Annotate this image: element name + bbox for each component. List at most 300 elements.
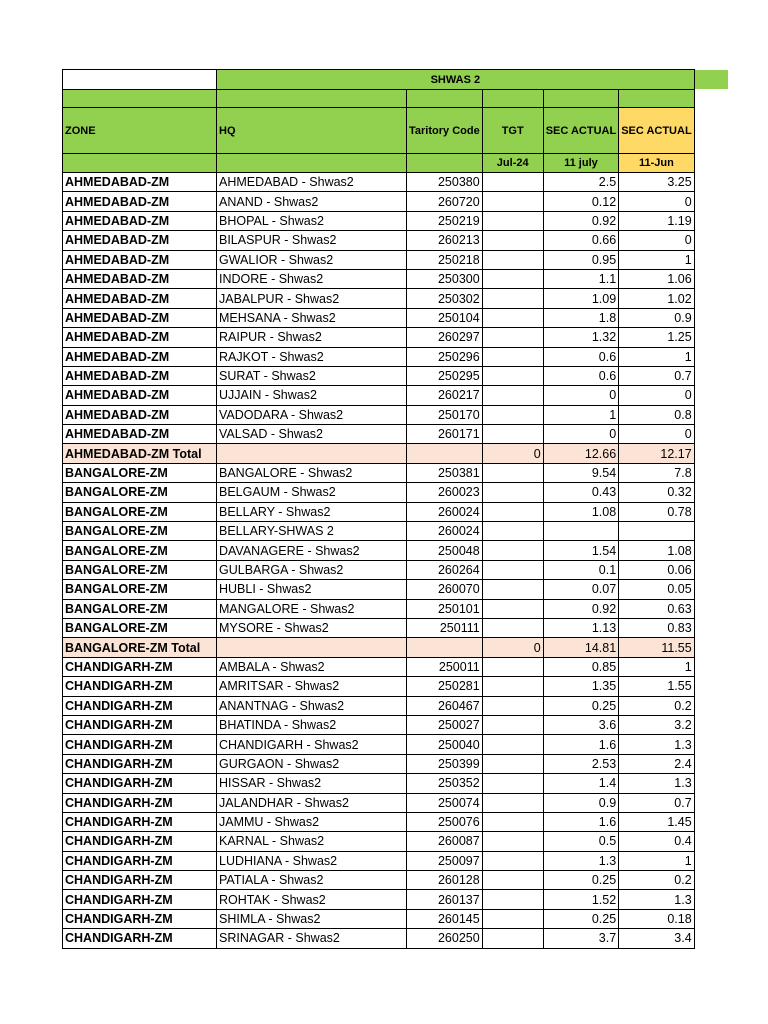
territory-code-cell[interactable]: 250111 xyxy=(407,618,483,637)
sec-actual-july-cell[interactable]: 1.1 xyxy=(543,269,618,288)
sec-actual-june-cell[interactable]: 12.17 xyxy=(619,444,694,463)
sec-actual-july-cell[interactable]: 0.92 xyxy=(543,211,618,230)
sec-actual-june-cell[interactable]: 0.78 xyxy=(619,502,694,521)
tgt-cell[interactable] xyxy=(482,677,543,696)
territory-code-cell[interactable]: 260137 xyxy=(407,890,483,909)
sec-actual-july-cell[interactable]: 1.09 xyxy=(543,289,618,308)
tgt-cell[interactable] xyxy=(482,522,543,541)
tgt-cell[interactable] xyxy=(482,483,543,502)
tgt-cell[interactable] xyxy=(482,250,543,269)
tgt-cell[interactable] xyxy=(482,366,543,385)
zone-cell[interactable]: CHANDIGARH-ZM xyxy=(63,735,217,754)
table-row xyxy=(63,541,695,560)
sec-actual-july-cell[interactable]: 1 xyxy=(543,405,618,424)
sec-actual-july-cell[interactable]: 2.53 xyxy=(543,754,618,773)
sec-actual-july-cell[interactable]: 0.6 xyxy=(543,366,618,385)
territory-code-cell[interactable]: 250076 xyxy=(407,812,483,831)
subheader-blank-cell[interactable] xyxy=(63,154,217,173)
zone-sales-table xyxy=(62,69,695,949)
territory-code-cell[interactable]: 260720 xyxy=(407,192,483,211)
zone-cell[interactable]: BANGALORE-ZM xyxy=(63,541,217,560)
sec-actual-july-cell[interactable]: 1.08 xyxy=(543,502,618,521)
territory-code-cell[interactable]: 260145 xyxy=(407,909,483,928)
sec-actual-june-cell[interactable]: 1.25 xyxy=(619,328,694,347)
table-row xyxy=(63,735,695,754)
territory-code-cell[interactable]: 250296 xyxy=(407,347,483,366)
zone-cell[interactable]: CHANDIGARH-ZM xyxy=(63,793,217,812)
hq-cell[interactable]: DAVANAGERE - Shwas2 xyxy=(217,541,407,560)
hq-cell[interactable]: JAMMU - Shwas2 xyxy=(217,812,407,831)
table-row xyxy=(63,677,695,696)
territory-code-cell[interactable]: 250352 xyxy=(407,774,483,793)
zone-cell[interactable]: CHANDIGARH-ZM xyxy=(63,812,217,831)
tgt-cell[interactable] xyxy=(482,347,543,366)
sec-actual-june-cell[interactable]: 0.2 xyxy=(619,871,694,890)
tgt-cell[interactable] xyxy=(482,269,543,288)
sec-actual-june-cell[interactable]: 0.8 xyxy=(619,405,694,424)
sec-actual-july-cell[interactable]: 9.54 xyxy=(543,463,618,482)
hq-cell[interactable]: HISSAR - Shwas2 xyxy=(217,774,407,793)
col-header-sec-actual-july[interactable]: SEC ACTUAL xyxy=(543,108,618,154)
table-row xyxy=(63,502,695,521)
sec-actual-june-cell[interactable]: 0 xyxy=(619,425,694,444)
sec-actual-july-cell[interactable]: 1.13 xyxy=(543,618,618,637)
hq-cell[interactable]: JALANDHAR - Shwas2 xyxy=(217,793,407,812)
table-row xyxy=(63,871,695,890)
sec-actual-june-cell[interactable]: 1.45 xyxy=(619,812,694,831)
tgt-cell[interactable] xyxy=(482,754,543,773)
territory-code-cell[interactable] xyxy=(407,638,483,657)
territory-code-cell[interactable]: 260023 xyxy=(407,483,483,502)
zone-cell[interactable]: AHMEDABAD-ZM xyxy=(63,211,217,230)
territory-code-cell[interactable]: 260250 xyxy=(407,929,483,948)
col-header-territory-code[interactable]: Taritory Code xyxy=(407,108,483,154)
header-spacer-cell[interactable] xyxy=(619,90,694,108)
hq-cell[interactable]: ANAND - Shwas2 xyxy=(217,192,407,211)
hq-cell[interactable]: ROHTAK - Shwas2 xyxy=(217,890,407,909)
tgt-cell[interactable] xyxy=(482,735,543,754)
territory-code-cell[interactable]: 260467 xyxy=(407,696,483,715)
sec-actual-june-cell[interactable]: 2.4 xyxy=(619,754,694,773)
sec-actual-june-cell[interactable]: 0.7 xyxy=(619,793,694,812)
sec-actual-june-cell[interactable]: 7.8 xyxy=(619,463,694,482)
hq-cell[interactable]: GULBARGA - Shwas2 xyxy=(217,560,407,579)
sec-actual-july-cell[interactable]: 12.66 xyxy=(543,444,618,463)
territory-code-cell[interactable]: 250295 xyxy=(407,366,483,385)
sec-actual-june-cell[interactable]: 1.3 xyxy=(619,735,694,754)
zone-cell[interactable]: BANGALORE-ZM Total xyxy=(63,638,217,657)
territory-code-cell[interactable]: 250381 xyxy=(407,463,483,482)
hq-cell[interactable]: BILASPUR - Shwas2 xyxy=(217,231,407,250)
sec-actual-july-cell[interactable]: 1.8 xyxy=(543,308,618,327)
hq-cell[interactable]: MYSORE - Shwas2 xyxy=(217,618,407,637)
zone-cell[interactable]: BANGALORE-ZM xyxy=(63,560,217,579)
subheader-tgt-period[interactable]: Jul-24 xyxy=(482,154,543,173)
header-spacer-cell[interactable] xyxy=(217,90,407,108)
sec-actual-june-cell[interactable]: 3.2 xyxy=(619,715,694,734)
territory-code-cell[interactable]: 250380 xyxy=(407,173,483,192)
zone-cell[interactable]: AHMEDABAD-ZM xyxy=(63,192,217,211)
hq-cell[interactable]: SHIMLA - Shwas2 xyxy=(217,909,407,928)
hq-cell[interactable]: AMBALA - Shwas2 xyxy=(217,657,407,676)
territory-code-cell[interactable]: 260264 xyxy=(407,560,483,579)
sec-actual-july-cell[interactable]: 1.6 xyxy=(543,735,618,754)
zone-total-row xyxy=(63,638,695,657)
sec-actual-july-cell[interactable]: 0.1 xyxy=(543,560,618,579)
territory-code-cell[interactable]: 260087 xyxy=(407,832,483,851)
sec-actual-july-cell[interactable]: 1.6 xyxy=(543,812,618,831)
sec-actual-june-cell[interactable]: 1.3 xyxy=(619,890,694,909)
sec-actual-june-cell[interactable]: 1.55 xyxy=(619,677,694,696)
zone-cell[interactable]: CHANDIGARH-ZM xyxy=(63,890,217,909)
table-row xyxy=(63,832,695,851)
sec-actual-july-cell[interactable] xyxy=(543,522,618,541)
tgt-cell[interactable] xyxy=(482,909,543,928)
table-row xyxy=(63,522,695,541)
table-row xyxy=(63,715,695,734)
territory-code-cell[interactable]: 260297 xyxy=(407,328,483,347)
subheader-blank-cell[interactable] xyxy=(217,154,407,173)
territory-code-cell[interactable]: 260217 xyxy=(407,386,483,405)
tgt-cell[interactable] xyxy=(482,929,543,948)
zone-cell[interactable]: BANGALORE-ZM xyxy=(63,580,217,599)
zone-cell[interactable]: CHANDIGARH-ZM xyxy=(63,774,217,793)
hq-cell[interactable]: SURAT - Shwas2 xyxy=(217,366,407,385)
hq-cell[interactable]: BELLARY-SHWAS 2 xyxy=(217,522,407,541)
hq-cell[interactable]: MANGALORE - Shwas2 xyxy=(217,599,407,618)
tgt-cell[interactable] xyxy=(482,289,543,308)
territory-code-cell[interactable]: 250300 xyxy=(407,269,483,288)
territory-code-cell[interactable]: 250074 xyxy=(407,793,483,812)
tgt-cell[interactable] xyxy=(482,618,543,637)
zone-cell[interactable]: AHMEDABAD-ZM xyxy=(63,173,217,192)
territory-code-cell[interactable]: 250101 xyxy=(407,599,483,618)
zone-cell[interactable]: AHMEDABAD-ZM xyxy=(63,308,217,327)
sec-actual-july-cell[interactable]: 1.3 xyxy=(543,851,618,870)
hq-cell[interactable] xyxy=(217,444,407,463)
territory-code-cell[interactable]: 250104 xyxy=(407,308,483,327)
sec-actual-june-cell[interactable]: 11.55 xyxy=(619,638,694,657)
sec-actual-june-cell[interactable]: 0.7 xyxy=(619,366,694,385)
table-row xyxy=(63,599,695,618)
zone-cell[interactable]: AHMEDABAD-ZM xyxy=(63,269,217,288)
sec-actual-june-cell[interactable]: 1 xyxy=(619,851,694,870)
zone-cell[interactable]: AHMEDABAD-ZM xyxy=(63,386,217,405)
table-row xyxy=(63,386,695,405)
sec-actual-june-cell[interactable]: 1.3 xyxy=(619,774,694,793)
title-row xyxy=(63,70,695,90)
table-row xyxy=(63,754,695,773)
tgt-cell[interactable] xyxy=(482,173,543,192)
tgt-cell[interactable] xyxy=(482,599,543,618)
zone-cell[interactable]: CHANDIGARH-ZM xyxy=(63,929,217,948)
title-blank-cell[interactable] xyxy=(63,70,217,90)
sec-actual-july-cell[interactable]: 0.25 xyxy=(543,909,618,928)
hq-cell[interactable]: VADODARA - Shwas2 xyxy=(217,405,407,424)
hq-cell[interactable]: VALSAD - Shwas2 xyxy=(217,425,407,444)
tgt-cell[interactable] xyxy=(482,211,543,230)
hq-cell[interactable]: ANANTNAG - Shwas2 xyxy=(217,696,407,715)
tgt-cell[interactable] xyxy=(482,231,543,250)
table-row xyxy=(63,250,695,269)
zone-cell[interactable]: CHANDIGARH-ZM xyxy=(63,715,217,734)
hq-cell[interactable]: SRINAGAR - Shwas2 xyxy=(217,929,407,948)
table-row xyxy=(63,347,695,366)
hq-cell[interactable]: AMRITSAR - Shwas2 xyxy=(217,677,407,696)
territory-code-cell[interactable]: 250218 xyxy=(407,250,483,269)
territory-code-cell[interactable]: 260024 xyxy=(407,502,483,521)
table-row xyxy=(63,192,695,211)
sec-actual-july-cell[interactable]: 1.32 xyxy=(543,328,618,347)
hq-cell[interactable]: GURGAON - Shwas2 xyxy=(217,754,407,773)
zone-cell[interactable]: CHANDIGARH-ZM xyxy=(63,696,217,715)
hq-cell[interactable]: LUDHIANA - Shwas2 xyxy=(217,851,407,870)
hq-cell[interactable]: BHATINDA - Shwas2 xyxy=(217,715,407,734)
sec-actual-june-cell[interactable]: 0 xyxy=(619,386,694,405)
tgt-cell[interactable] xyxy=(482,541,543,560)
tgt-cell[interactable] xyxy=(482,696,543,715)
sec-actual-july-cell[interactable]: 0.9 xyxy=(543,793,618,812)
table-row xyxy=(63,929,695,948)
territory-code-cell[interactable]: 260213 xyxy=(407,231,483,250)
zone-cell[interactable]: BANGALORE-ZM xyxy=(63,502,217,521)
subheader-sec-actual-july-date[interactable]: 11 july xyxy=(543,154,618,173)
table-row xyxy=(63,269,695,288)
zone-cell[interactable]: CHANDIGARH-ZM xyxy=(63,832,217,851)
hq-cell[interactable]: BELLARY - Shwas2 xyxy=(217,502,407,521)
tgt-cell[interactable] xyxy=(482,871,543,890)
sec-actual-july-cell[interactable]: 1.35 xyxy=(543,677,618,696)
sec-actual-june-cell[interactable]: 0.06 xyxy=(619,560,694,579)
tgt-cell[interactable] xyxy=(482,386,543,405)
tgt-cell[interactable] xyxy=(482,774,543,793)
territory-code-cell[interactable]: 250399 xyxy=(407,754,483,773)
territory-code-cell[interactable]: 250097 xyxy=(407,851,483,870)
tgt-cell[interactable] xyxy=(482,793,543,812)
table-row xyxy=(63,211,695,230)
table-row xyxy=(63,483,695,502)
sec-actual-june-cell[interactable]: 3.4 xyxy=(619,929,694,948)
tgt-cell[interactable] xyxy=(482,812,543,831)
tgt-cell[interactable] xyxy=(482,832,543,851)
zone-cell[interactable]: CHANDIGARH-ZM xyxy=(63,909,217,928)
table-row xyxy=(63,909,695,928)
zone-cell[interactable]: CHANDIGARH-ZM xyxy=(63,851,217,870)
tgt-cell[interactable] xyxy=(482,192,543,211)
col-header-sec-actual-june[interactable]: SEC ACTUAL xyxy=(619,108,694,154)
table-row xyxy=(63,328,695,347)
sec-actual-june-cell[interactable] xyxy=(619,522,694,541)
header-spacer-cell[interactable] xyxy=(63,90,217,108)
sec-actual-july-cell[interactable]: 1.52 xyxy=(543,890,618,909)
sec-actual-july-cell[interactable]: 1.54 xyxy=(543,541,618,560)
sec-actual-june-cell[interactable]: 0.18 xyxy=(619,909,694,928)
zone-cell[interactable]: AHMEDABAD-ZM xyxy=(63,425,217,444)
header-spacer-row xyxy=(63,90,695,108)
hq-cell[interactable] xyxy=(217,638,407,657)
zone-total-row xyxy=(63,444,695,463)
hq-cell[interactable]: RAIPUR - Shwas2 xyxy=(217,328,407,347)
sec-actual-july-cell[interactable]: 0.95 xyxy=(543,250,618,269)
zone-cell[interactable]: CHANDIGARH-ZM xyxy=(63,871,217,890)
sec-actual-july-cell[interactable]: 0.43 xyxy=(543,483,618,502)
tgt-cell[interactable] xyxy=(482,328,543,347)
sec-actual-july-cell[interactable]: 0.6 xyxy=(543,347,618,366)
sec-actual-june-cell[interactable]: 1 xyxy=(619,347,694,366)
hq-cell[interactable]: CHANDIGARH - Shwas2 xyxy=(217,735,407,754)
sec-actual-july-cell[interactable]: 14.81 xyxy=(543,638,618,657)
sec-actual-july-cell[interactable]: 0 xyxy=(543,386,618,405)
sec-actual-july-cell[interactable]: 0.92 xyxy=(543,599,618,618)
sec-actual-july-cell[interactable]: 3.7 xyxy=(543,929,618,948)
sec-actual-june-cell[interactable]: 0.4 xyxy=(619,832,694,851)
header-spacer-cell[interactable] xyxy=(482,90,543,108)
header-spacer-cell[interactable] xyxy=(543,90,618,108)
territory-code-cell[interactable]: 250281 xyxy=(407,677,483,696)
sec-actual-july-cell[interactable]: 2.5 xyxy=(543,173,618,192)
hq-cell[interactable]: BHOPAL - Shwas2 xyxy=(217,211,407,230)
table-row xyxy=(63,793,695,812)
zone-cell[interactable]: AHMEDABAD-ZM xyxy=(63,289,217,308)
tgt-cell[interactable] xyxy=(482,890,543,909)
hq-cell[interactable]: BANGALORE - Shwas2 xyxy=(217,463,407,482)
tgt-cell[interactable] xyxy=(482,502,543,521)
sec-actual-july-cell[interactable]: 0.25 xyxy=(543,871,618,890)
zone-cell[interactable]: AHMEDABAD-ZM xyxy=(63,231,217,250)
table-row xyxy=(63,405,695,424)
header-spacer-cell[interactable] xyxy=(407,90,483,108)
territory-code-cell[interactable]: 250040 xyxy=(407,735,483,754)
sec-actual-july-cell[interactable]: 1.4 xyxy=(543,774,618,793)
table-row xyxy=(63,425,695,444)
sec-actual-july-cell[interactable]: 0.5 xyxy=(543,832,618,851)
sec-actual-july-cell[interactable]: 0.85 xyxy=(543,657,618,676)
tgt-cell[interactable] xyxy=(482,580,543,599)
zone-cell[interactable]: BANGALORE-ZM xyxy=(63,522,217,541)
zone-cell[interactable]: BANGALORE-ZM xyxy=(63,483,217,502)
zone-cell[interactable]: AHMEDABAD-ZM xyxy=(63,347,217,366)
sec-actual-june-cell[interactable]: 0.63 xyxy=(619,599,694,618)
zone-cell[interactable]: CHANDIGARH-ZM xyxy=(63,754,217,773)
zone-cell[interactable]: BANGALORE-ZM xyxy=(63,463,217,482)
territory-code-cell[interactable]: 260128 xyxy=(407,871,483,890)
territory-code-cell[interactable]: 260070 xyxy=(407,580,483,599)
table-row xyxy=(63,173,695,192)
sec-actual-july-cell[interactable]: 0 xyxy=(543,425,618,444)
tgt-cell[interactable] xyxy=(482,405,543,424)
sec-actual-june-cell[interactable]: 1.08 xyxy=(619,541,694,560)
hq-cell[interactable]: BELGAUM - Shwas2 xyxy=(217,483,407,502)
territory-code-cell[interactable]: 260171 xyxy=(407,425,483,444)
sec-actual-june-cell[interactable]: 0 xyxy=(619,192,694,211)
hq-cell[interactable]: KARNAL - Shwas2 xyxy=(217,832,407,851)
zone-cell[interactable]: AHMEDABAD-ZM xyxy=(63,405,217,424)
sec-actual-june-cell[interactable]: 1 xyxy=(619,657,694,676)
zone-cell[interactable]: CHANDIGARH-ZM xyxy=(63,657,217,676)
territory-code-cell[interactable]: 250170 xyxy=(407,405,483,424)
zone-cell[interactable]: AHMEDABAD-ZM Total xyxy=(63,444,217,463)
tgt-cell[interactable]: 0 xyxy=(482,638,543,657)
tgt-cell[interactable] xyxy=(482,425,543,444)
sec-actual-june-cell[interactable]: 0.83 xyxy=(619,618,694,637)
hq-cell[interactable]: JABALPUR - Shwas2 xyxy=(217,289,407,308)
col-header-zone[interactable]: ZONE xyxy=(63,108,217,154)
subheader-sec-actual-june-date[interactable]: 11-Jun xyxy=(619,154,694,173)
column-label-row xyxy=(63,108,695,154)
sec-actual-june-cell[interactable]: 0.9 xyxy=(619,308,694,327)
hq-cell[interactable]: RAJKOT - Shwas2 xyxy=(217,347,407,366)
tgt-cell[interactable]: 0 xyxy=(482,444,543,463)
hq-cell[interactable]: AHMEDABAD - Shwas2 xyxy=(217,173,407,192)
sec-actual-june-cell[interactable]: 1.19 xyxy=(619,211,694,230)
territory-code-cell[interactable] xyxy=(407,444,483,463)
sec-actual-june-cell[interactable]: 0.32 xyxy=(619,483,694,502)
sec-actual-june-cell[interactable]: 1 xyxy=(619,250,694,269)
sec-actual-july-cell[interactable]: 3.6 xyxy=(543,715,618,734)
sec-actual-july-cell[interactable]: 0.66 xyxy=(543,231,618,250)
table-row xyxy=(63,890,695,909)
hq-cell[interactable]: MEHSANA - Shwas2 xyxy=(217,308,407,327)
tgt-cell[interactable] xyxy=(482,308,543,327)
table-row xyxy=(63,289,695,308)
territory-code-cell[interactable]: 250011 xyxy=(407,657,483,676)
hq-cell[interactable]: INDORE - Shwas2 xyxy=(217,269,407,288)
zone-cell[interactable]: CHANDIGARH-ZM xyxy=(63,677,217,696)
table-row xyxy=(63,560,695,579)
zone-cell[interactable]: AHMEDABAD-ZM xyxy=(63,366,217,385)
table-row xyxy=(63,231,695,250)
zone-cell[interactable]: AHMEDABAD-ZM xyxy=(63,328,217,347)
sec-actual-june-cell[interactable]: 0 xyxy=(619,231,694,250)
sec-actual-june-cell[interactable]: 3.25 xyxy=(619,173,694,192)
sec-actual-july-cell[interactable]: 0.25 xyxy=(543,696,618,715)
table-header xyxy=(63,70,695,173)
territory-code-cell[interactable]: 250219 xyxy=(407,211,483,230)
table-row xyxy=(63,851,695,870)
table-row xyxy=(63,580,695,599)
col-header-tgt[interactable]: TGT xyxy=(482,108,543,154)
hq-cell[interactable]: GWALIOR - Shwas2 xyxy=(217,250,407,269)
hq-cell[interactable]: PATIALA - Shwas2 xyxy=(217,871,407,890)
territory-code-cell[interactable]: 250048 xyxy=(407,541,483,560)
territory-code-cell[interactable]: 250027 xyxy=(407,715,483,734)
sec-actual-june-cell[interactable]: 1.06 xyxy=(619,269,694,288)
table-row xyxy=(63,366,695,385)
zone-cell[interactable]: BANGALORE-ZM xyxy=(63,599,217,618)
hq-cell[interactable]: HUBLI - Shwas2 xyxy=(217,580,407,599)
zone-cell[interactable]: AHMEDABAD-ZM xyxy=(63,250,217,269)
tgt-cell[interactable] xyxy=(482,560,543,579)
column-subheader-row xyxy=(63,154,695,173)
territory-code-cell[interactable]: 260024 xyxy=(407,522,483,541)
sec-actual-june-cell[interactable]: 0.2 xyxy=(619,696,694,715)
tgt-cell[interactable] xyxy=(482,657,543,676)
sec-actual-july-cell[interactable]: 0.07 xyxy=(543,580,618,599)
sheet-title[interactable]: SHWAS 2 xyxy=(217,70,695,90)
tgt-cell[interactable] xyxy=(482,851,543,870)
sec-actual-june-cell[interactable]: 1.02 xyxy=(619,289,694,308)
subheader-blank-cell[interactable] xyxy=(407,154,483,173)
sec-actual-june-cell[interactable]: 0.05 xyxy=(619,580,694,599)
hq-cell[interactable]: UJJAIN - Shwas2 xyxy=(217,386,407,405)
sec-actual-july-cell[interactable]: 0.12 xyxy=(543,192,618,211)
territory-code-cell[interactable]: 250302 xyxy=(407,289,483,308)
zone-cell[interactable]: BANGALORE-ZM xyxy=(63,618,217,637)
table-row xyxy=(63,774,695,793)
tgt-cell[interactable] xyxy=(482,715,543,734)
tgt-cell[interactable] xyxy=(482,463,543,482)
col-header-hq[interactable]: HQ xyxy=(217,108,407,154)
